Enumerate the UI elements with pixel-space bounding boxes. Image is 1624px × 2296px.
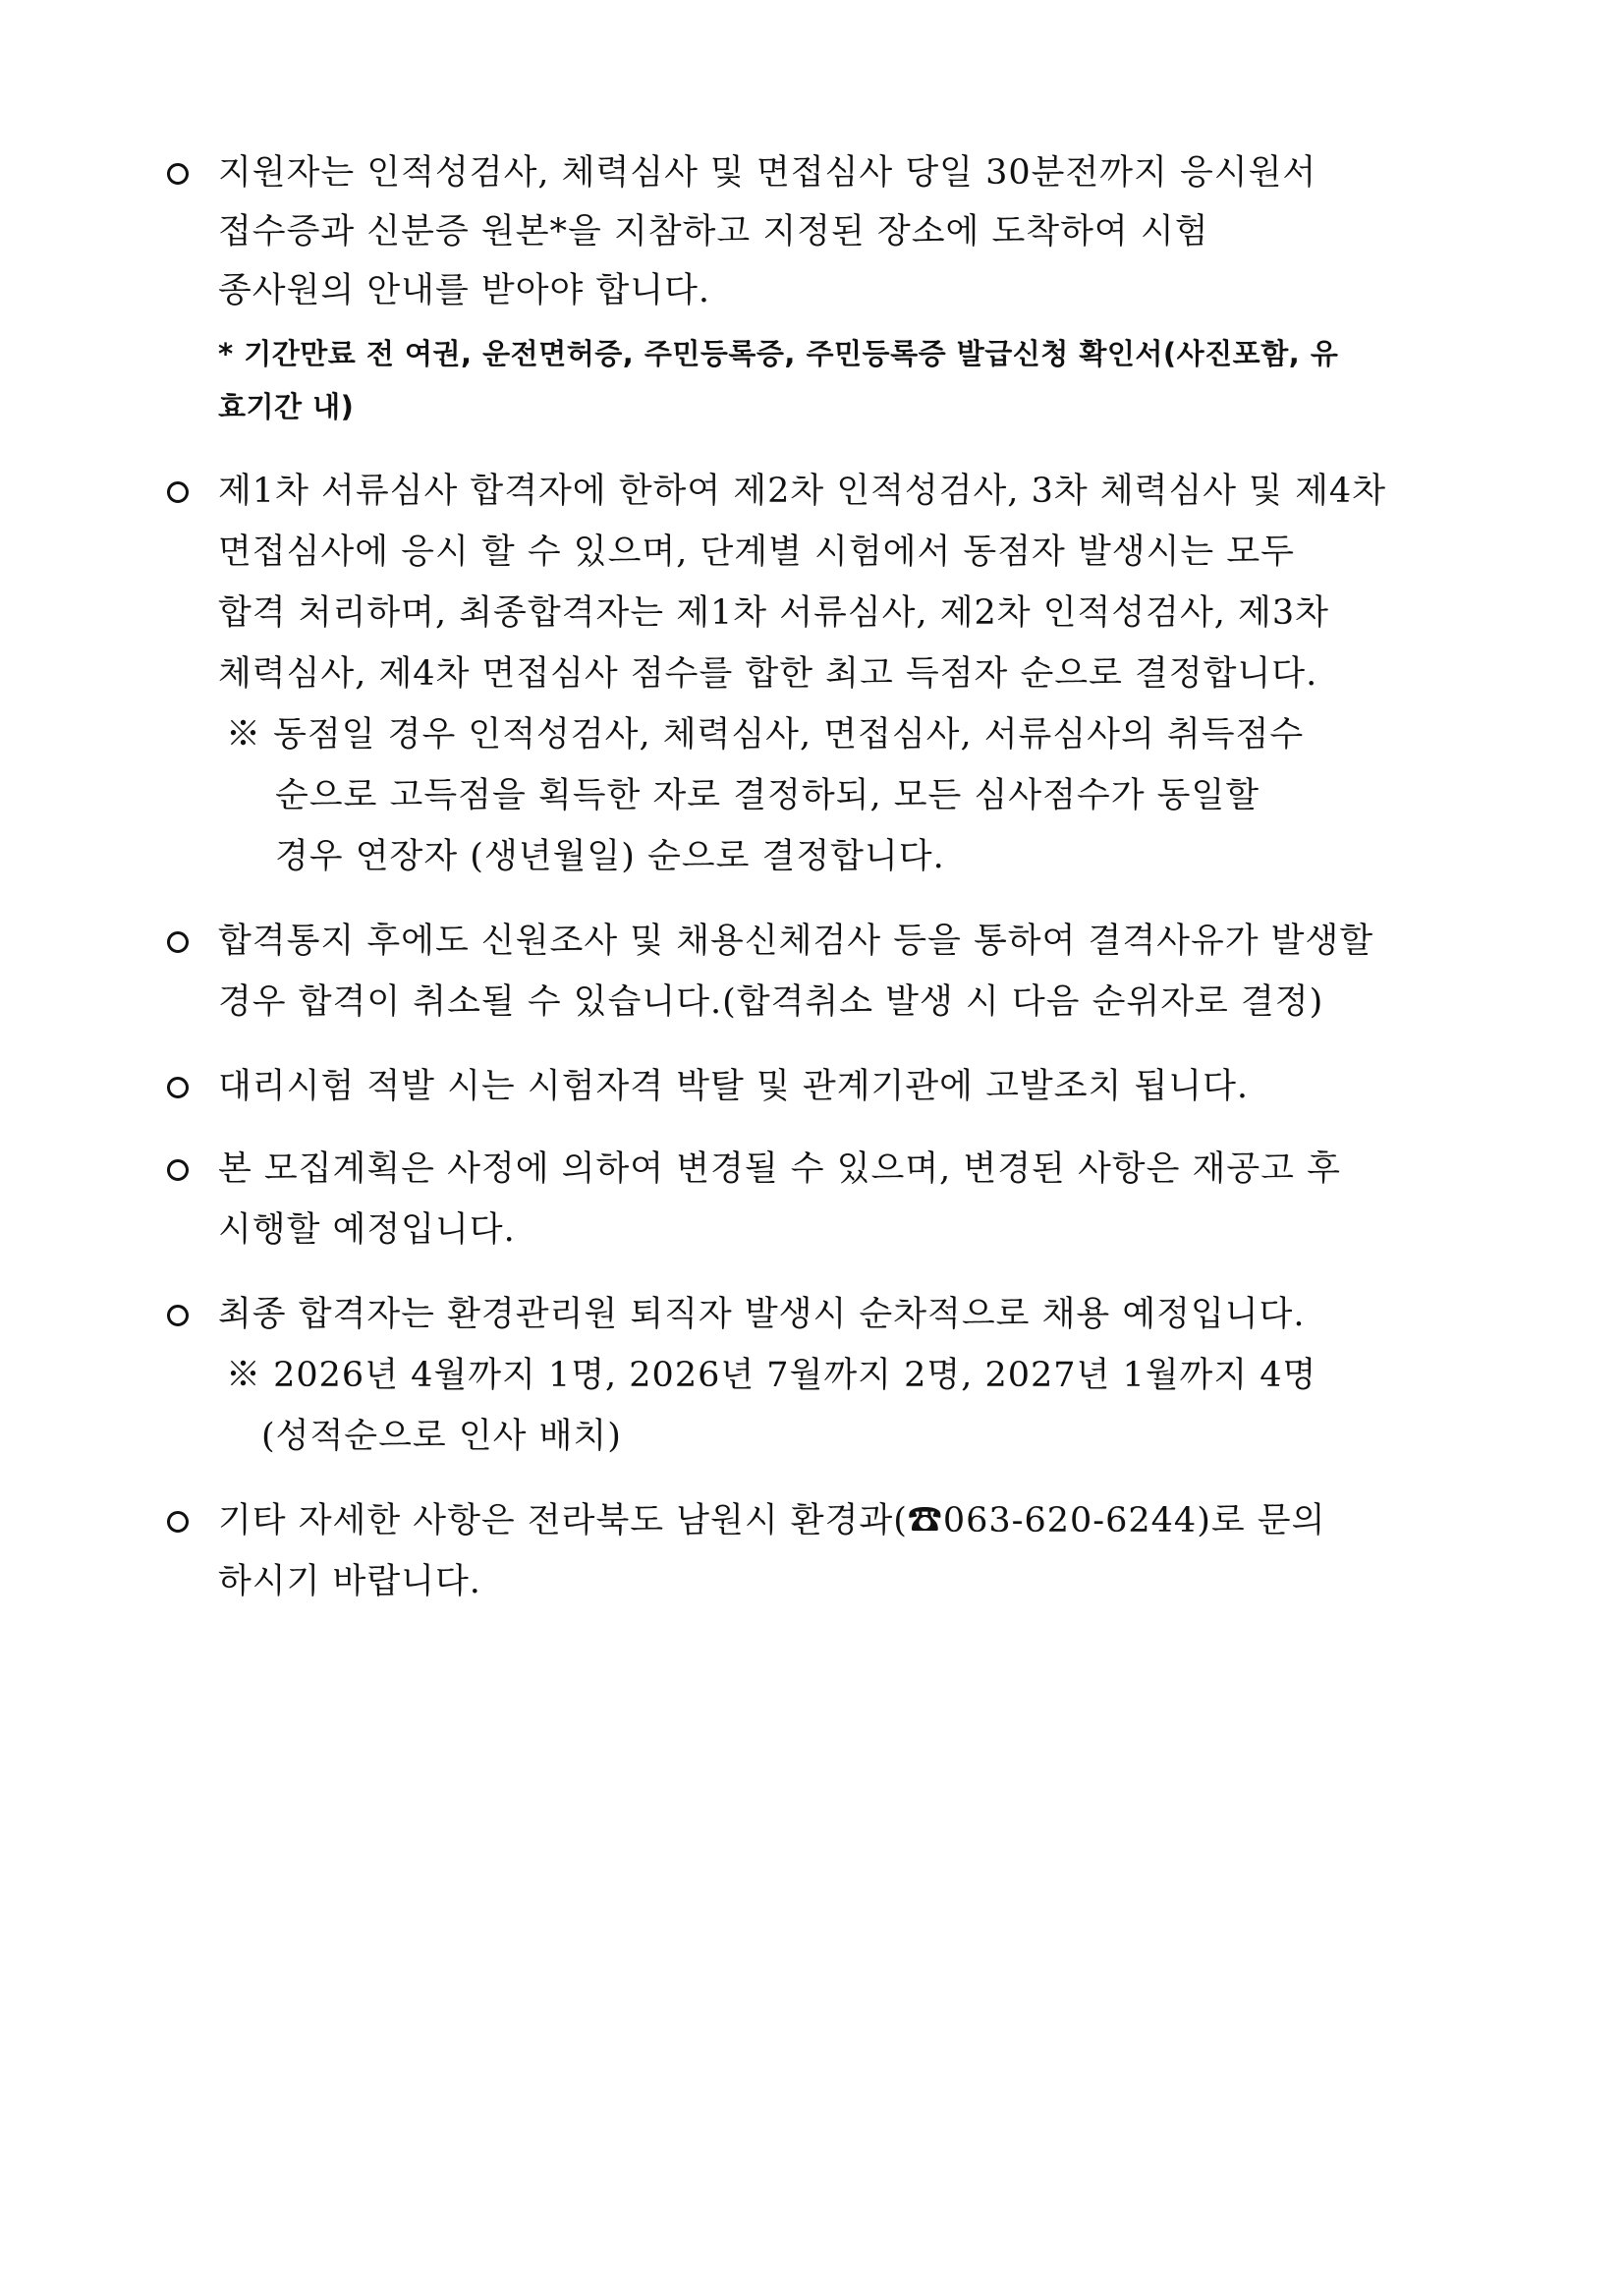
circle-bullet-icon [167,1511,189,1533]
circle-bullet-icon [167,1077,189,1098]
circle-bullet-icon [167,1305,189,1326]
notice-line: 지원자는 인적성검사, 체력심사 및 면접심사 당일 30분전까지 응시원서 [218,153,1317,193]
notice-line: 하시기 바랍니다. [218,1562,481,1601]
notice-line: 경우 합격이 취소될 수 있습니다.(합격취소 발생 시 다음 순위자로 결정) [218,982,1324,1022]
footnote-line: 효기간 내) [218,390,355,423]
notice-line: 최종 합격자는 환경관리원 퇴직자 발생시 순차적으로 채용 예정입니다. [218,1295,1306,1334]
notice-line: 합격 처리하며, 최종합격자는 제1차 서류심사, 제2차 인적성검사, 제3차 [218,593,1329,633]
notice-line: 대리시험 적발 시는 시험자격 박탈 및 관계기관에 고발조치 됩니다. [218,1067,1250,1106]
notice-line: 시행할 예정입니다. [218,1210,516,1250]
notice-line: 제1차 서류심사 합격자에 한하여 제2차 인적성검사, 3차 체력심사 및 제4차 [218,472,1387,511]
notice-line: 합격통지 후에도 신원조사 및 채용신체검사 등을 통하여 결격사유가 발생할 [218,922,1374,961]
circle-bullet-icon [167,1159,189,1181]
note-line: (성적순으로 인사 배치) [261,1417,622,1456]
notice-line: 종사원의 안내를 받아야 합니다. [218,271,711,310]
notice-line: 본 모집계획은 사정에 의하여 변경될 수 있으며, 변경된 사항은 재공고 후 [218,1149,1341,1189]
note-line: ※ 동점일 경우 인적성검사, 체력심사, 면접심사, 서류심사의 취득점수 [226,715,1305,755]
notice-line: 체력심사, 제4차 면접심사 점수를 합한 최고 득점자 순으로 결정합니다. [218,654,1318,694]
circle-bullet-icon [167,481,189,503]
notice-line: 기타 자세한 사항은 전라북도 남원시 환경과(☎063-620-6244)로 문의 [218,1501,1326,1540]
notice-line: 접수증과 신분증 원본*을 지참하고 지정된 장소에 도착하여 시험 [218,212,1209,252]
circle-bullet-icon [167,931,189,953]
note-line: 순으로 고득점을 획득한 자로 결정하되, 모든 심사점수가 동일할 [275,776,1260,815]
footnote-line: * 기간만료 전 여권, 운전면허증, 주민등록증, 주민등록증 발급신청 확인서(사진포함, 유 [218,337,1339,370]
note-line: ※ 2026년 4월까지 1명, 2026년 7월까지 2명, 2027년 1월까지 4명 [226,1356,1317,1395]
note-line: 경우 연장자 (생년월일) 순으로 결정합니다. [275,837,945,876]
circle-bullet-icon [167,163,189,185]
notice-line: 면접심사에 응시 할 수 있으며, 단계별 시험에서 동점자 발생시는 모두 [218,532,1295,572]
